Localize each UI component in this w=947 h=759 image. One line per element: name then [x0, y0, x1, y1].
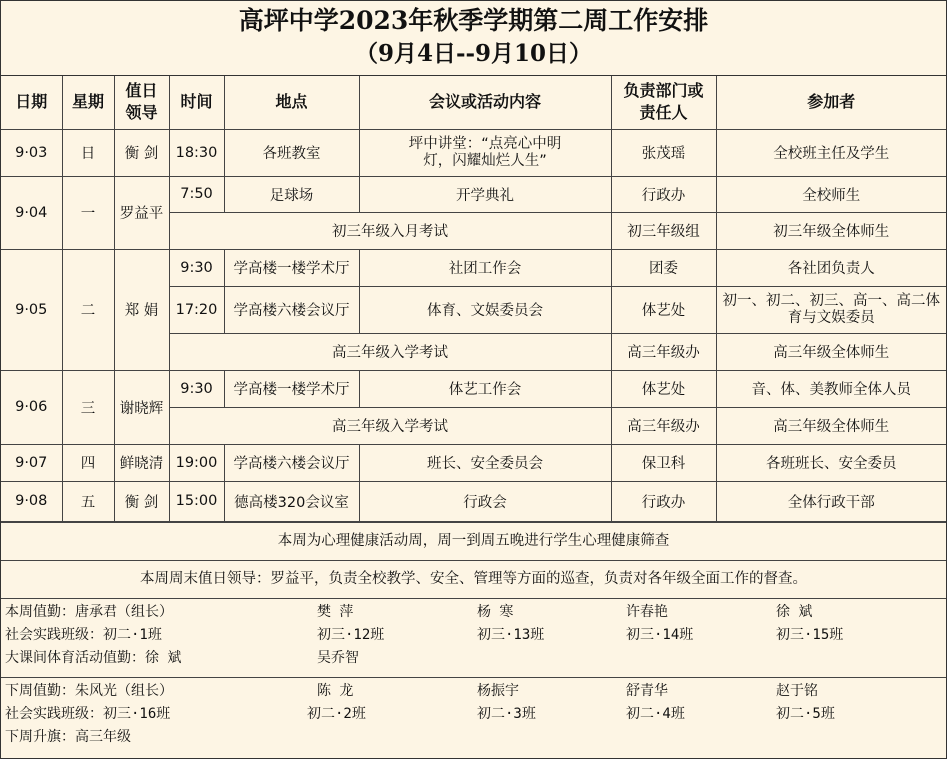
- cell-participants: 初三年级全体师生: [716, 212, 946, 249]
- header-weekday: 星期: [62, 76, 114, 129]
- cell-place: 学高楼一楼学术厅: [224, 370, 359, 407]
- cell-participants: 高三年级全体师生: [716, 333, 946, 370]
- cell-date: 9·05: [1, 249, 62, 370]
- cell-participants: 各社团负责人: [716, 249, 946, 286]
- cell-place: 德高楼320会议室: [224, 481, 359, 521]
- cell-weekday: 五: [62, 481, 114, 521]
- cell-time: 17:20: [169, 286, 224, 333]
- title-date-range: （9月4日--9月10日）: [354, 40, 593, 67]
- pe-duty-label: 大课间体育活动值勤：徐 斌: [5, 649, 182, 666]
- pe-duty-row: [1, 647, 946, 670]
- class-name: 初三·14班: [626, 626, 694, 643]
- header-place: 地点: [224, 76, 359, 129]
- class-name: 初三·15班: [776, 626, 844, 643]
- duty-name: 舒青华: [626, 682, 668, 699]
- cell-place: 学高楼六楼会议厅: [224, 444, 359, 481]
- cell-dept: 体艺处: [611, 370, 716, 407]
- cell-dept: 行政办: [611, 176, 716, 212]
- cell-content: 初三年级入月考试: [169, 212, 611, 249]
- pe-duty-name: 吴乔智: [317, 649, 359, 666]
- notice-weekend-leader: 本周周末值日领导：罗益平，负责全校教学、安全、管理等方面的巡查，负责对各年级全面工作的督查。: [1, 560, 946, 598]
- cell-leader: 衡 剑: [114, 481, 169, 521]
- duty-name: 许春艳: [626, 603, 668, 620]
- cell-weekday: 二: [62, 249, 114, 370]
- table-row: [1, 444, 946, 481]
- cell-dept: 行政办: [611, 481, 716, 521]
- cell-time: 15:00: [169, 481, 224, 521]
- table-row: [1, 481, 946, 521]
- cell-place: 各班教室: [224, 129, 359, 176]
- cell-leader: 罗益平: [114, 176, 169, 249]
- page-title: [1, 1, 946, 76]
- cell-date: 9·08: [1, 481, 62, 521]
- cell-time: 9:30: [169, 370, 224, 407]
- duty-label: 下周值勤：朱风光（组长）: [5, 682, 173, 699]
- header-content: 会议或活动内容: [359, 76, 611, 129]
- cell-leader: 郑 娟: [114, 249, 169, 370]
- cell-participants: 全校师生: [716, 176, 946, 212]
- cell-leader: 谢晓辉: [114, 370, 169, 444]
- header-time: 时间: [169, 76, 224, 129]
- class-row: [1, 703, 946, 726]
- cell-content: 高三年级入学考试: [169, 407, 611, 444]
- class-name: 初二·3班: [477, 705, 536, 722]
- class-name: 初三·12班: [317, 626, 385, 643]
- cell-weekday: 一: [62, 176, 114, 249]
- cell-content: 社团工作会: [359, 249, 611, 286]
- table-row: [1, 129, 946, 176]
- class-name: 初二·2班: [307, 705, 366, 722]
- title-line-1: 高坪中学2023年秋季学期第二周工作安排: [238, 6, 709, 35]
- cell-place: 足球场: [224, 176, 359, 212]
- cell-place: 学高楼一楼学术厅: [224, 249, 359, 286]
- class-name: 初三·13班: [477, 626, 545, 643]
- cell-time: 9:30: [169, 249, 224, 286]
- class-label: 社会实践班级：初二·1班: [5, 626, 162, 643]
- next-week-duty: [1, 677, 946, 754]
- cell-place: 学高楼六楼会议厅: [224, 286, 359, 333]
- cell-dept: 高三年级办: [611, 407, 716, 444]
- class-name: 初二·4班: [626, 705, 685, 722]
- table-header-row: [1, 76, 946, 129]
- cell-leader: 衡 剑: [114, 129, 169, 176]
- cell-participants: 音、体、美教师全体人员: [716, 370, 946, 407]
- duty-label: 本周值勤：唐承君（组长）: [5, 603, 173, 620]
- cell-dept: 保卫科: [611, 444, 716, 481]
- cell-time: 18:30: [169, 129, 224, 176]
- duty-name: 樊 萍: [317, 603, 354, 620]
- cell-dept: 张茂瑶: [611, 129, 716, 176]
- header-date: 日期: [1, 76, 62, 129]
- cell-participants: 初一、初二、初三、高一、高二体育与文娱委员: [716, 286, 946, 333]
- header-dept: 负责部门或责任人: [611, 76, 716, 129]
- duty-name: 杨 寒: [477, 603, 514, 620]
- schedule-table: [1, 76, 946, 522]
- cell-date: 9·03: [1, 129, 62, 176]
- cell-content: 坪中讲堂：“点亮心中明灯，闪耀灿烂人生”: [359, 129, 611, 176]
- class-name: 初二·5班: [776, 705, 835, 722]
- this-week-duty: [1, 598, 946, 677]
- notice-mental-health: 本周为心理健康活动周，周一到周五晚进行学生心理健康筛查: [1, 522, 946, 560]
- table-row: [1, 176, 946, 212]
- cell-dept: 团委: [611, 249, 716, 286]
- cell-participants: 全体行政干部: [716, 481, 946, 521]
- flag-raising: 下周升旗：高三年级: [5, 728, 131, 745]
- header-leader: 值日领导: [114, 76, 169, 129]
- cell-participants: 全校班主任及学生: [716, 129, 946, 176]
- duty-name: 赵于铭: [776, 682, 818, 699]
- cell-content: 高三年级入学考试: [169, 333, 611, 370]
- class-row: [1, 624, 946, 647]
- duty-name: 徐 斌: [776, 603, 813, 620]
- cell-content: 体艺工作会: [359, 370, 611, 407]
- cell-leader: 鲜晓清: [114, 444, 169, 481]
- class-label: 社会实践班级：初三·16班: [5, 705, 171, 722]
- cell-participants: 各班班长、安全委员: [716, 444, 946, 481]
- cell-content: 体育、文娱委员会: [359, 286, 611, 333]
- cell-weekday: 四: [62, 444, 114, 481]
- cell-content: 开学典礼: [359, 176, 611, 212]
- cell-dept: 体艺处: [611, 286, 716, 333]
- cell-dept: 高三年级办: [611, 333, 716, 370]
- flag-row: [1, 726, 946, 749]
- cell-time: 7:50: [169, 176, 224, 212]
- cell-weekday: 三: [62, 370, 114, 444]
- cell-dept: 初三年级组: [611, 212, 716, 249]
- table-row: [1, 249, 946, 286]
- duty-row: [1, 601, 946, 624]
- cell-weekday: 日: [62, 129, 114, 176]
- cell-date: 9·07: [1, 444, 62, 481]
- cell-content: 班长、安全委员会: [359, 444, 611, 481]
- header-participants: 参加者: [716, 76, 946, 129]
- cell-date: 9·06: [1, 370, 62, 444]
- duty-name: 杨振宇: [477, 682, 519, 699]
- table-row: [1, 370, 946, 407]
- cell-time: 19:00: [169, 444, 224, 481]
- duty-name: 陈 龙: [317, 682, 354, 699]
- cell-participants: 高三年级全体师生: [716, 407, 946, 444]
- duty-row: [1, 680, 946, 703]
- cell-content: 行政会: [359, 481, 611, 521]
- cell-date: 9·04: [1, 176, 62, 249]
